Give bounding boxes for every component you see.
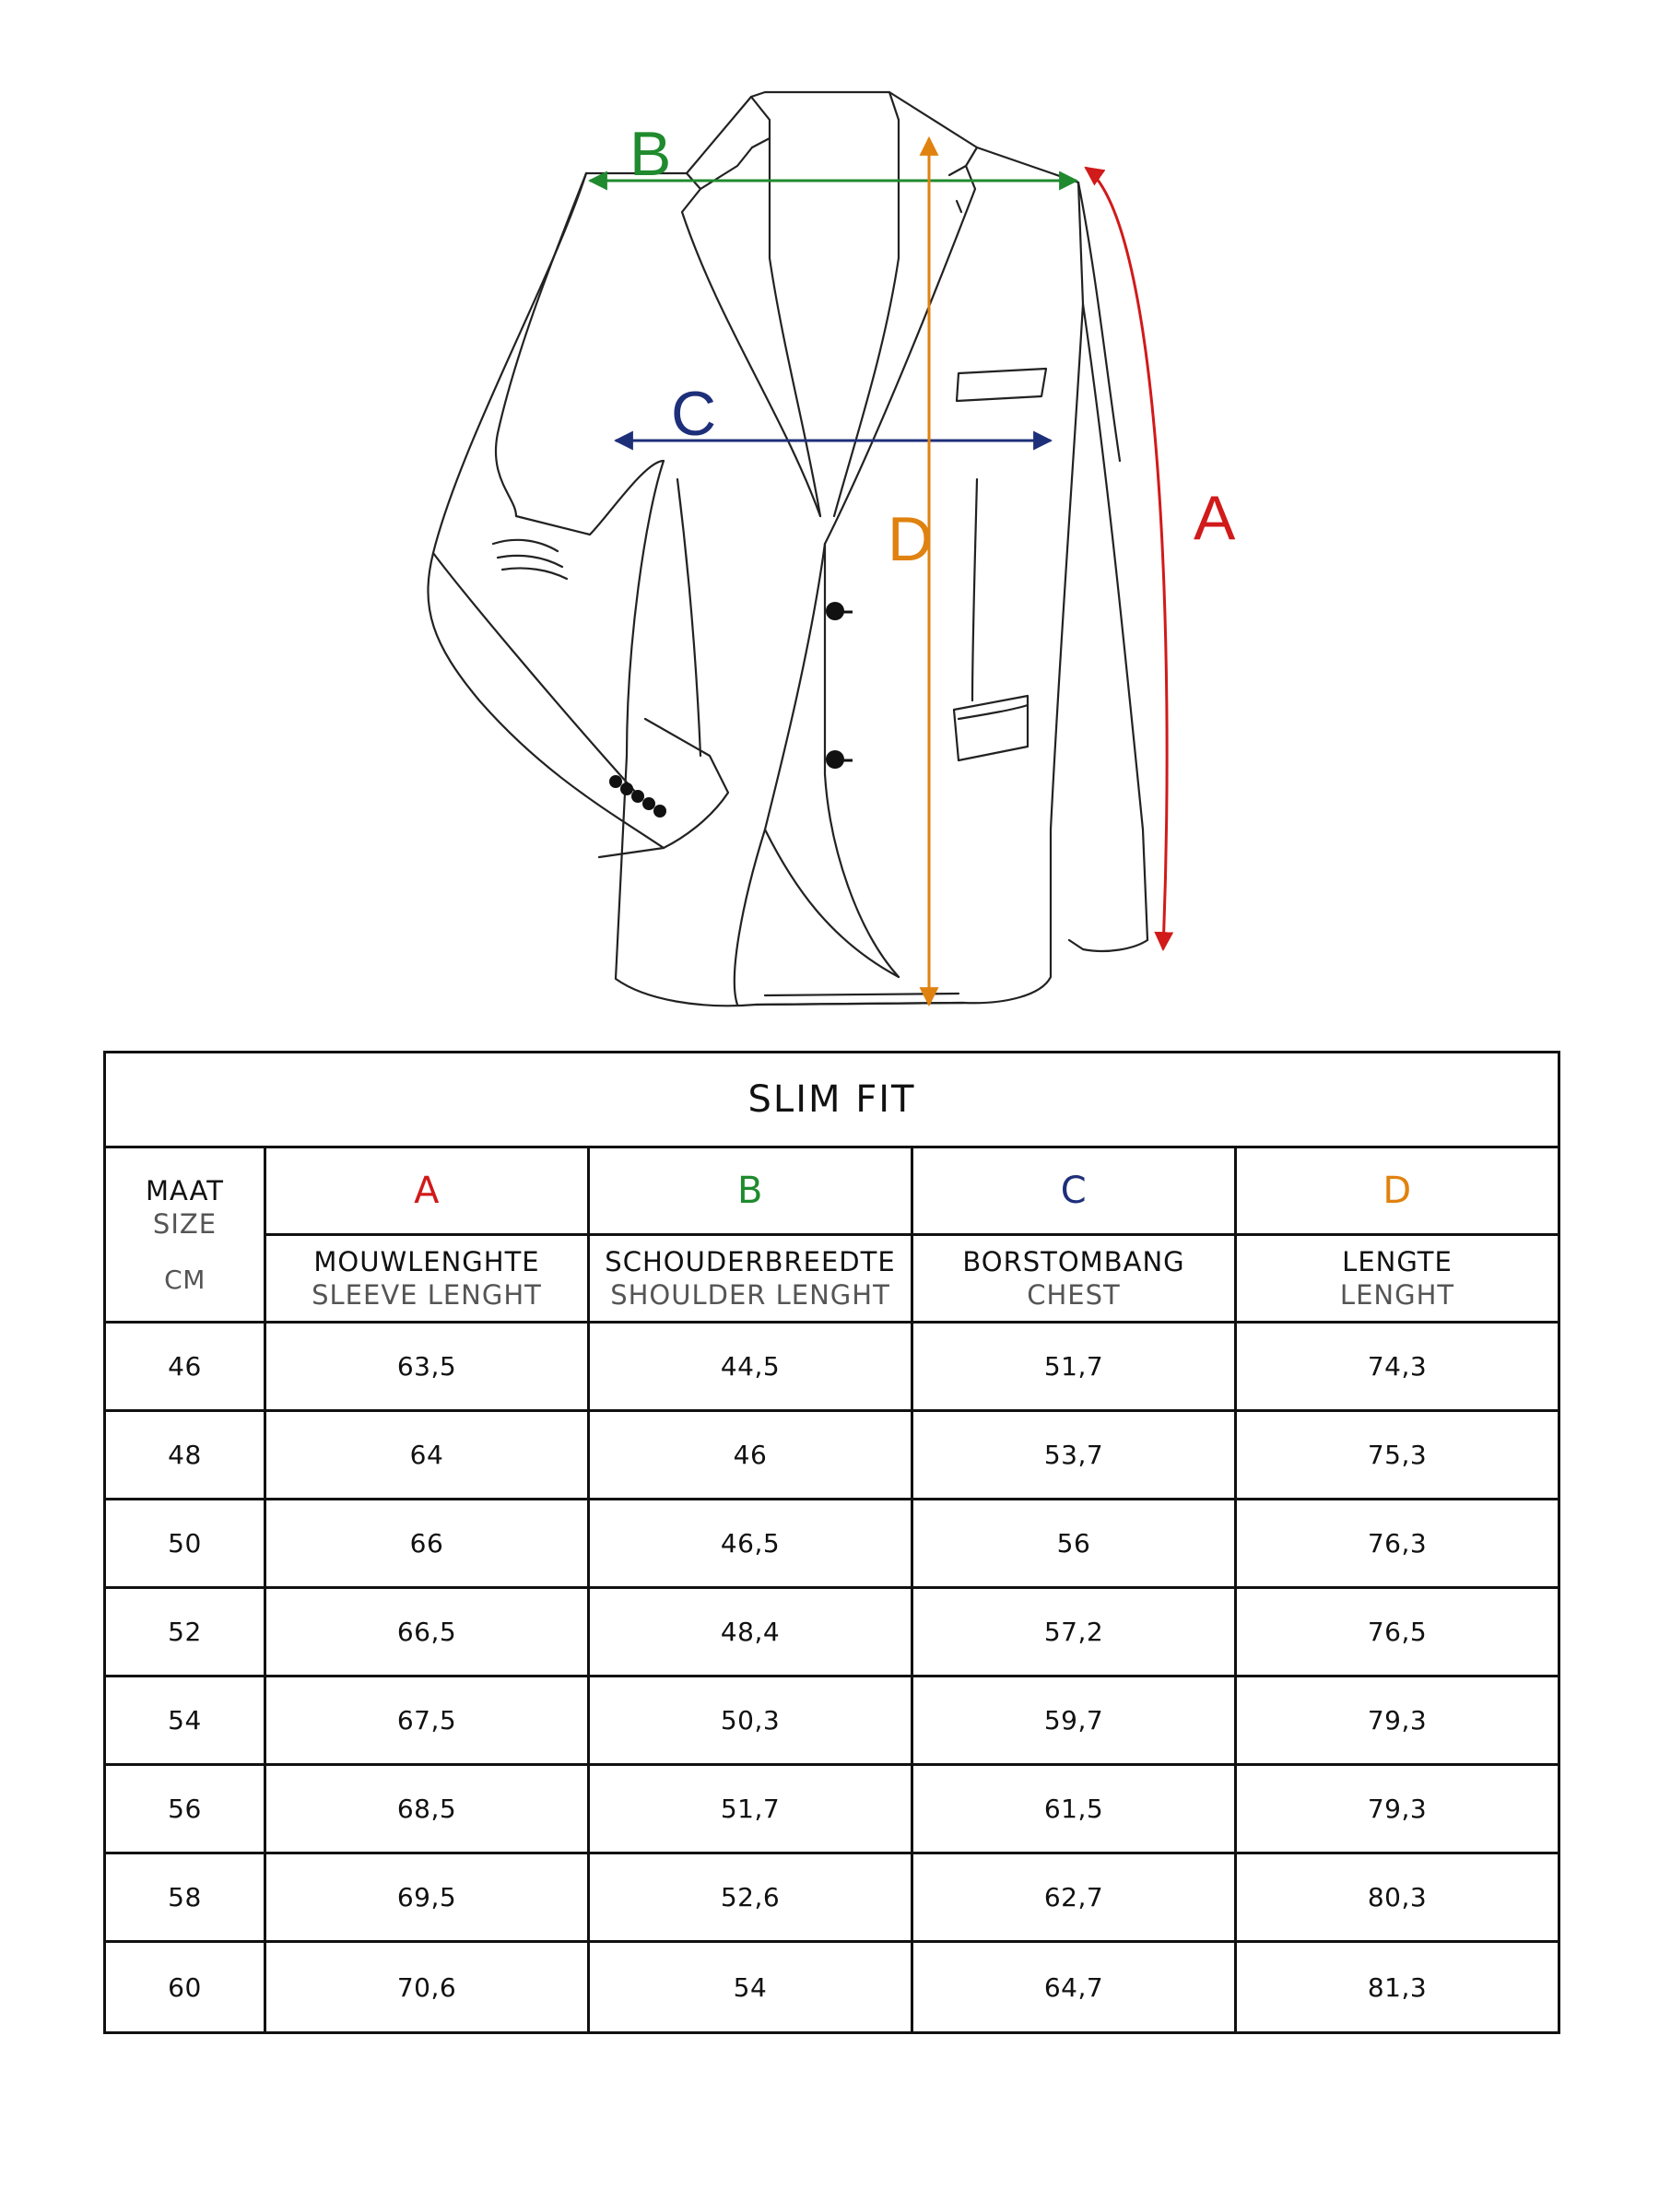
- table-cell: 67,5: [265, 1677, 589, 1765]
- column-letter-a: A: [265, 1147, 589, 1235]
- size-cell: 48: [105, 1411, 265, 1500]
- column-header-d-en: LENGHT: [1339, 1279, 1455, 1311]
- table-cell: 69,5: [265, 1853, 589, 1942]
- table-cell: 51,7: [589, 1765, 912, 1853]
- table-cell: 79,3: [1236, 1677, 1559, 1765]
- column-header-b-en: SHOULDER LENGHT: [610, 1279, 890, 1311]
- table-cell: 54: [589, 1942, 912, 2033]
- column-header-c-nl: BORSTOMBANG: [962, 1246, 1185, 1277]
- column-header-a: [265, 1235, 589, 1323]
- table-row: [105, 1677, 1559, 1765]
- table-cell: 80,3: [1236, 1853, 1559, 1942]
- table-cell: 57,2: [912, 1588, 1236, 1677]
- column-letter-b: B: [589, 1147, 912, 1235]
- table-row: [105, 1942, 1559, 2033]
- table-row: [105, 1765, 1559, 1853]
- jacket-outline: [428, 92, 1147, 1006]
- table-row: [105, 1853, 1559, 1942]
- column-header-d-nl: LENGTE: [1342, 1246, 1453, 1277]
- column-header-d: [1236, 1235, 1559, 1323]
- table-cell: 66: [265, 1500, 589, 1588]
- measure-label-a: A: [1194, 483, 1236, 553]
- table-cell: 51,7: [912, 1323, 1236, 1411]
- column-header-b: [589, 1235, 912, 1323]
- table-cell: 48,4: [589, 1588, 912, 1677]
- size-cell: 56: [105, 1765, 265, 1853]
- column-letter-c: C: [912, 1147, 1236, 1235]
- table-cell: 56: [912, 1500, 1236, 1588]
- table-row: [105, 1500, 1559, 1588]
- measure-label-b: B: [629, 119, 672, 189]
- table-cell: 64: [265, 1411, 589, 1500]
- table-cell: 63,5: [265, 1323, 589, 1411]
- table-cell: 74,3: [1236, 1323, 1559, 1411]
- table-cell: 46: [589, 1411, 912, 1500]
- table-cell: 66,5: [265, 1588, 589, 1677]
- column-letter-d: D: [1236, 1147, 1559, 1235]
- table-cell: 68,5: [265, 1765, 589, 1853]
- size-chart-table: [103, 1051, 1560, 2034]
- table-cell: 52,6: [589, 1853, 912, 1942]
- column-header-a-nl: MOUWLENGHTE: [313, 1246, 540, 1277]
- size-cell: 54: [105, 1677, 265, 1765]
- size-cell: 58: [105, 1853, 265, 1942]
- column-header-b-nl: SCHOUDERBREEDTE: [605, 1246, 896, 1277]
- table-cell: 59,7: [912, 1677, 1236, 1765]
- table-title: SLIM FIT: [105, 1053, 1559, 1147]
- size-header-nl: MAAT: [146, 1175, 224, 1206]
- table-cell: 64,7: [912, 1942, 1236, 2033]
- table-cell: 70,6: [265, 1942, 589, 2033]
- table-cell: 50,3: [589, 1677, 912, 1765]
- size-cell: 50: [105, 1500, 265, 1588]
- table-cell: 81,3: [1236, 1942, 1559, 2033]
- size-header-en: SIZE: [152, 1208, 218, 1240]
- table-cell: 61,5: [912, 1765, 1236, 1853]
- table-cell: 76,5: [1236, 1588, 1559, 1677]
- column-header-a-en: SLEEVE LENGHT: [312, 1279, 542, 1311]
- measure-label-d: D: [888, 504, 934, 574]
- table-row: [105, 1588, 1559, 1677]
- size-cell: 60: [105, 1942, 265, 2033]
- table-cell: 53,7: [912, 1411, 1236, 1500]
- jacket-diagram: [0, 0, 1659, 1041]
- table-cell: 75,3: [1236, 1411, 1559, 1500]
- table-cell: 46,5: [589, 1500, 912, 1588]
- measure-arrow-a: [1086, 168, 1167, 949]
- table-cell: 76,3: [1236, 1500, 1559, 1588]
- jacket-buttons: [609, 602, 853, 818]
- table-row: [105, 1323, 1559, 1411]
- table-row: [105, 1411, 1559, 1500]
- size-cell: 46: [105, 1323, 265, 1411]
- column-header-c-en: CHEST: [1027, 1279, 1121, 1311]
- table-cell: 62,7: [912, 1853, 1236, 1942]
- size-cell: 52: [105, 1588, 265, 1677]
- size-header: [105, 1147, 265, 1323]
- table-cell: 79,3: [1236, 1765, 1559, 1853]
- unit-label: CM: [164, 1265, 206, 1295]
- measure-label-c: C: [671, 379, 717, 449]
- column-header-c: [912, 1235, 1236, 1323]
- table-cell: 44,5: [589, 1323, 912, 1411]
